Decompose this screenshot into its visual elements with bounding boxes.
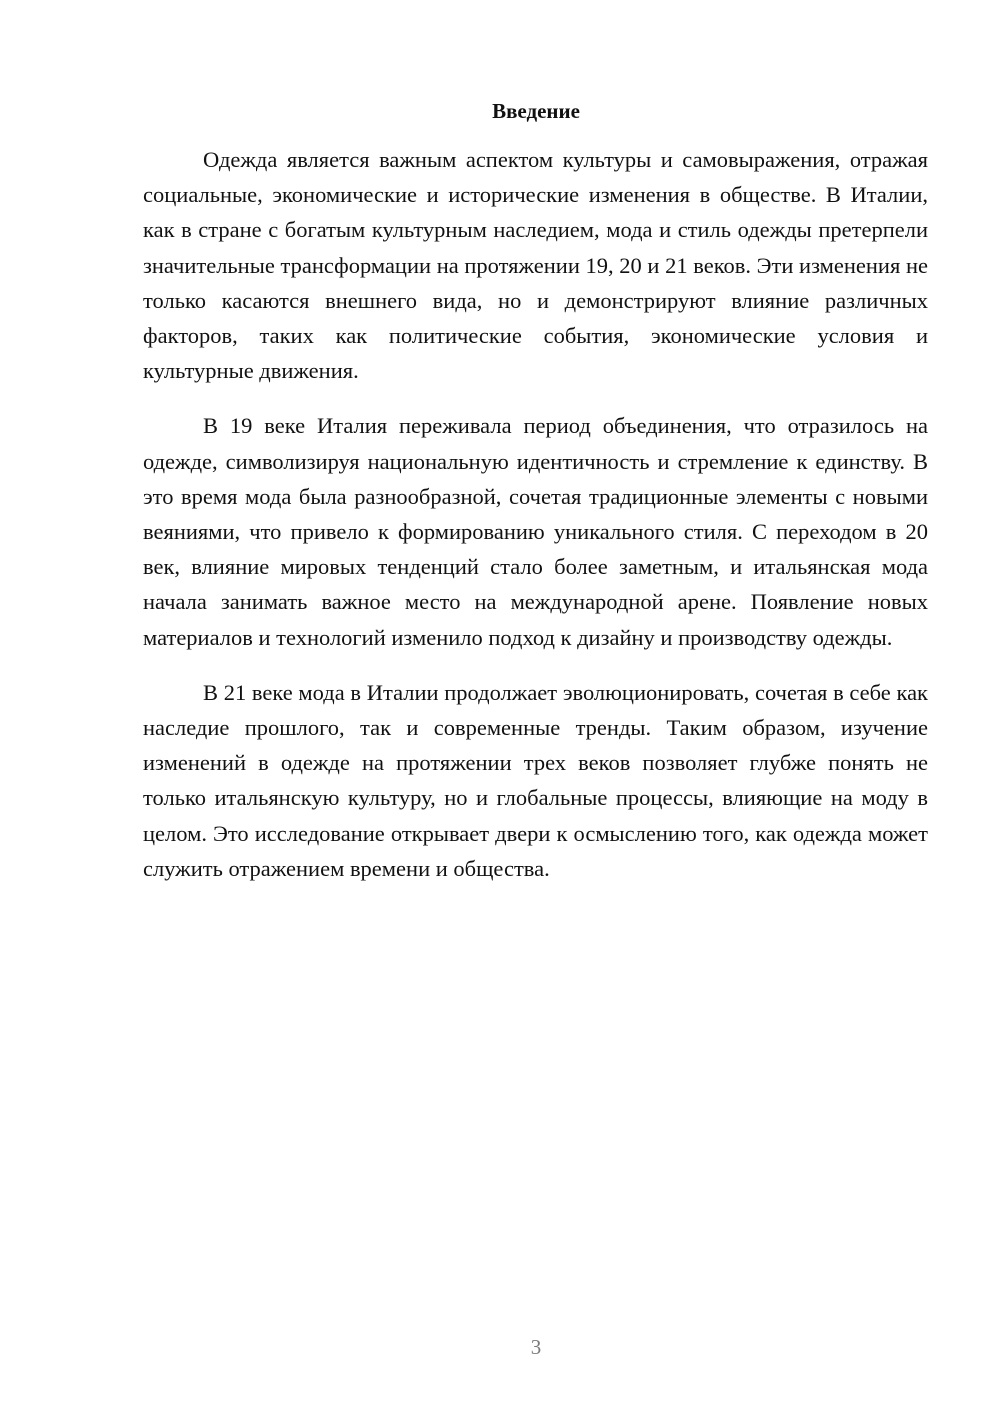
page-number: 3 [530,1335,542,1359]
paragraph-1: Одежда является важным аспектом культуры и самовыражения, отражая социальные, экономические и исторические изменения в обществе. В Италии, как в стране с богатым культурным наследием, мода и стиль одежды претерпели значительные трансформации на протяжении 19, 20 и 21 веков. Эти изменения не только касаются внешнего вида, но и демонстрируют влияние различных факторов, таких как политические события, экономические условия и культурные движения. [143,147,928,384]
body-text [143,142,928,906]
paragraph-2: В 19 веке Италия переживала период объединения, что отразилось на одежде, символизируя национальную идентичность и стремление к единству. В это время мода была разнообразной, сочетая традиционные элементы с новыми веяниями, что привело к формированию уникального стиля. С переходом в 20 век, влияние мировых тенденций стало более заметным, и итальянская мода начала занимать важное место на международной арене. Появление новых материалов и технологий изменило подход к дизайну и производству одежды. [143,413,928,650]
paragraph-3: В 21 веке мода в Италии продолжает эволюционировать, сочетая в себе как наследие прошлого, так и современные тренды. Таким образом, изучение изменений в одежде на протяжении трех веков позволяет глубже понять не только итальянскую культуру, но и глобальные процессы, влияющие на моду в целом. Это исследование открывает двери к осмыслению того, как одежда может служить отражением времени и общества. [143,679,928,881]
page-title: Введение [492,99,580,123]
